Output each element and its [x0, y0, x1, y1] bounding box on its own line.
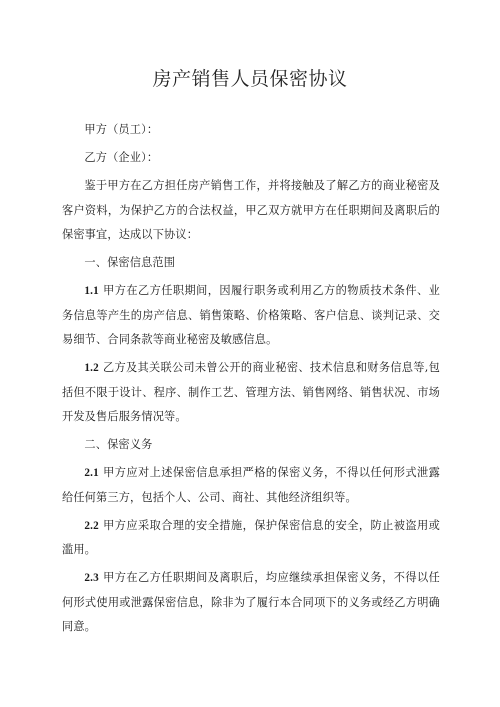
- party-b-line: 乙方（企业）：: [84, 151, 159, 164]
- clause-2-1: [62, 461, 440, 510]
- clause-number: 2.2: [84, 519, 99, 532]
- section-heading-1: 一、保密信息范围: [84, 256, 176, 269]
- clause-2-3: [62, 566, 440, 640]
- clause-1-2: [62, 356, 440, 430]
- clause-number: 1.1: [84, 285, 99, 297]
- clause-number: 2.3: [84, 572, 99, 584]
- clause-text: 甲方在乙方任职期间及离职后，均应继续承担保密义务，不得以任何形式使用或泄露保密信息，除非为了履行本合同项下的义务或经乙方明确同意。: [62, 571, 440, 633]
- clause-text: 乙方及其关联公司未曾公开的商业秘密、技术信息和财务信息等,包括但不限于设计、程序、制作工艺、管理方法、销售网络、销售状况、市场开发及售后服务情况等。: [62, 361, 440, 423]
- party-a-line: 甲方（员工）：: [84, 123, 159, 136]
- clause-1-1: [62, 279, 440, 353]
- preamble-paragraph: 鉴于甲方在乙方担任房产销售工作，并将接触及了解乙方的商业秘密及客户资料，为保护乙方的合法权益，甲乙双方就甲方在任职期间及离职后的保密事宜，达成以下协议：: [62, 179, 440, 241]
- section-heading-2: 二、保密义务: [84, 438, 153, 451]
- document-body: [62, 118, 440, 643]
- clause-text: 甲方应对上述保密信息承担严格的保密义务，不得以任何形式泄露给任何第三方，包括个人、公司、商社、其他经济组织等。: [62, 466, 440, 504]
- document-title: 房产销售人员保密协议: [152, 68, 348, 90]
- clause-number: 2.1: [84, 467, 99, 479]
- clause-text: 甲方应采取合理的安全措施，保护保密信息的安全，防止被盗用或滥用。: [62, 518, 440, 556]
- clause-2-2: [62, 514, 440, 563]
- clause-text: 甲方在乙方任职期间，因履行职务或利用乙方的物质技术条件、业务信息等产生的房产信息、销售策略、价格策略、客户信息、谈判记录、交易细节、合同条款等商业秘密及敏感信息。: [62, 284, 440, 346]
- clause-number: 1.2: [84, 362, 99, 374]
